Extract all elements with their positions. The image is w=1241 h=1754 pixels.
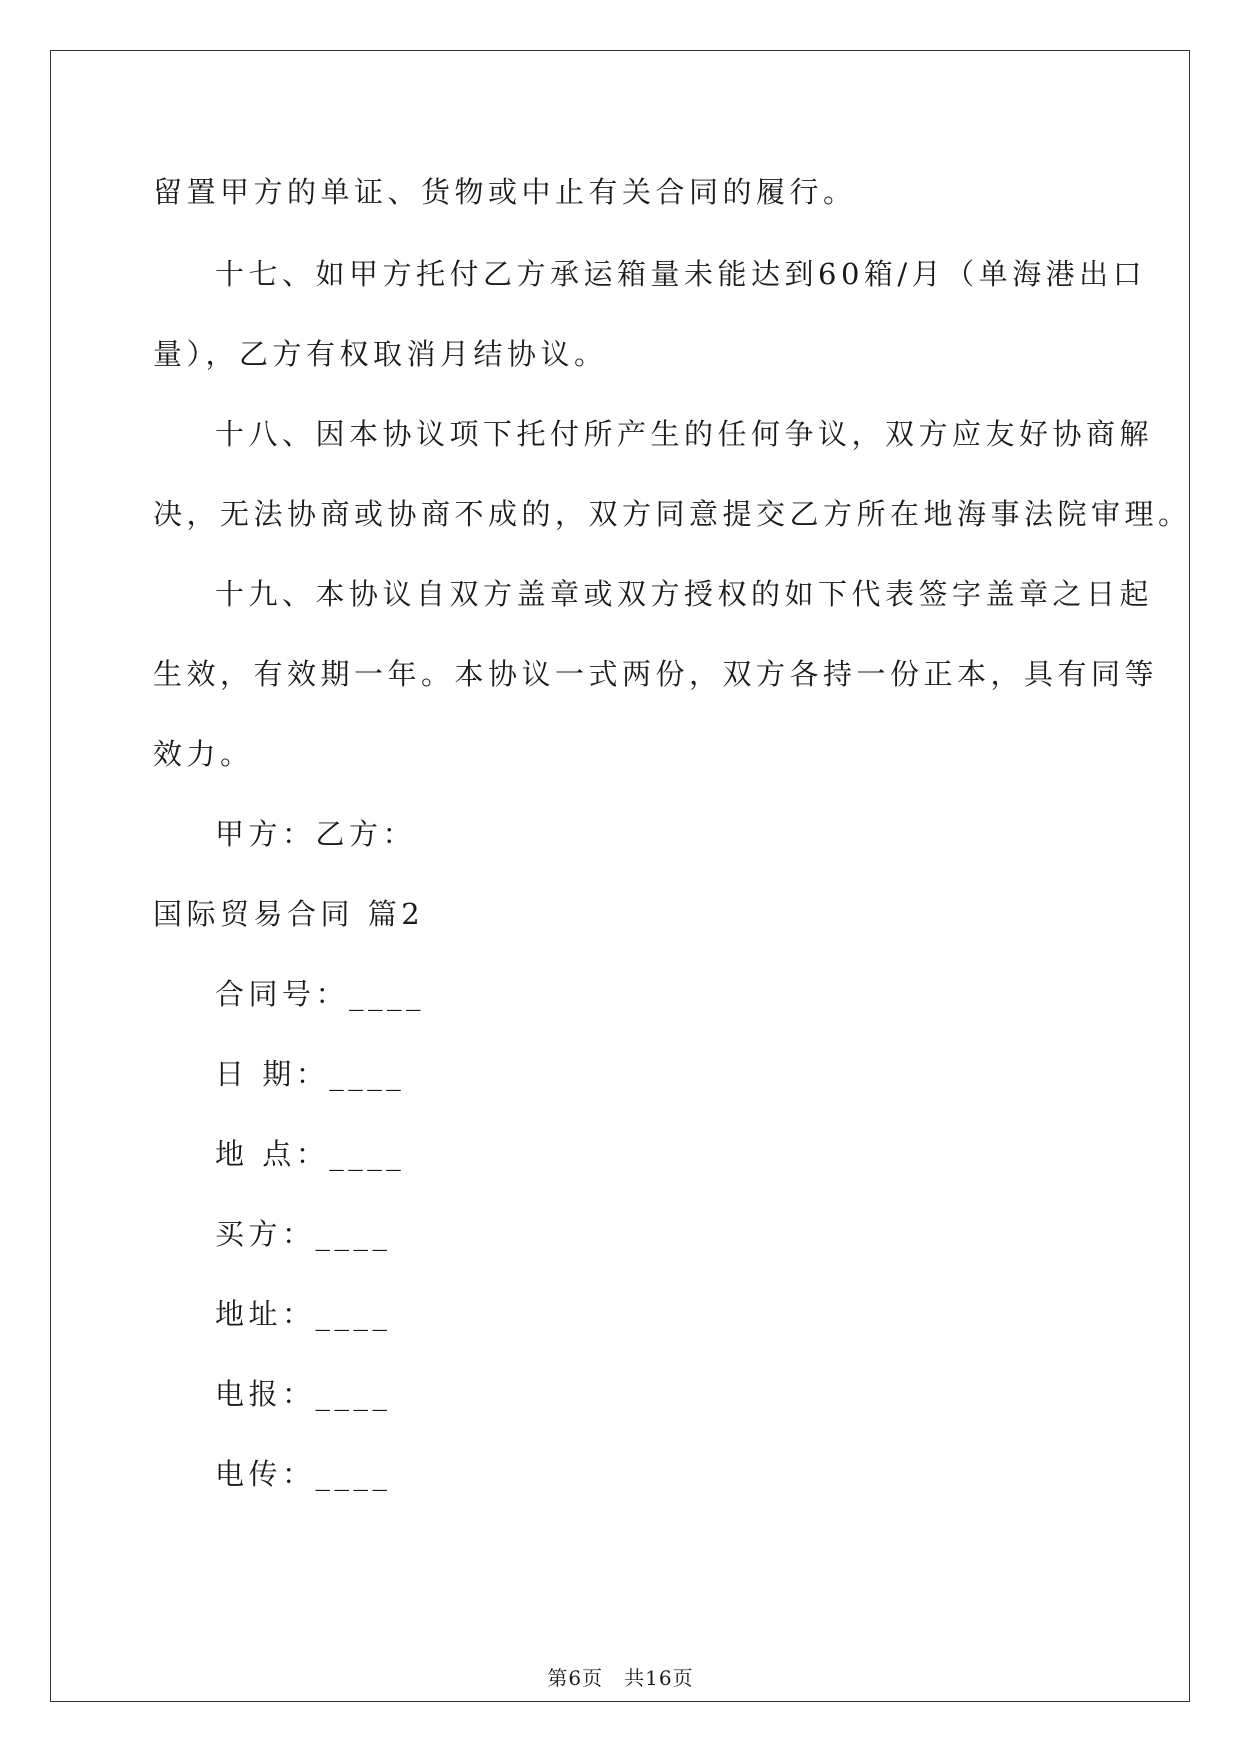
- text-line-clause-16-end: 留置甲方的单证、货物或中止有关合同的履行。: [153, 175, 857, 209]
- field-telegram: 电报：____: [215, 1377, 392, 1411]
- text-line-clause-19-end: 效力。: [153, 737, 254, 771]
- section-heading: 国际贸易合同 篇2: [153, 897, 425, 931]
- field-address: 地址：____: [215, 1297, 392, 1331]
- text-line-clause-17: 十七、如甲方托付乙方承运箱量未能达到60箱/月（单海港出口: [215, 257, 1147, 291]
- field-place: 地 点：____: [215, 1137, 406, 1171]
- text-line-clause-18-cont: 决，无法协商或协商不成的，双方同意提交乙方所在地海事法院审理。: [153, 497, 1192, 531]
- field-telex: 电传：____: [215, 1457, 392, 1491]
- page-number-footer: 第6页 共16页: [547, 1666, 694, 1690]
- text-line-clause-18: 十八、因本协议项下托付所产生的任何争议，双方应友好协商解: [215, 417, 1154, 451]
- field-contract-number: 合同号：____: [215, 977, 426, 1011]
- text-line-clause-19-cont: 生效，有效期一年。本协议一式两份，双方各持一份正本，具有同等: [153, 657, 1159, 691]
- text-line-clause-19: 十九、本协议自双方盖章或双方授权的如下代表签字盖章之日起: [215, 577, 1154, 611]
- signature-parties: 甲方：乙方：: [215, 817, 417, 851]
- field-date: 日 期：____: [215, 1057, 406, 1091]
- field-buyer: 买方：____: [215, 1217, 392, 1251]
- text-line-clause-17-cont: 量），乙方有权取消月结协议。: [153, 337, 608, 371]
